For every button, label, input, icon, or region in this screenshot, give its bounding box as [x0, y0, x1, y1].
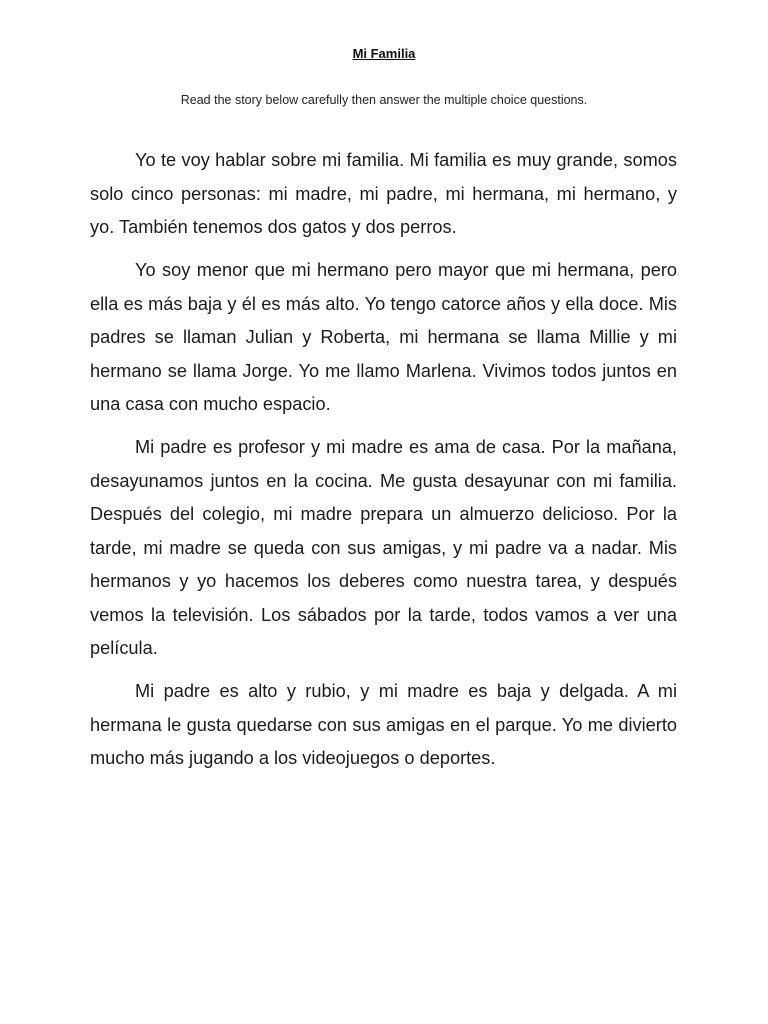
story-body [90, 144, 677, 785]
instructions-text: Read the story below carefully then answer the multiple choice questions. [180, 93, 588, 107]
story-paragraph: Yo soy menor que mi hermano pero mayor que mi hermana, pero ella es más baja y él es más alto. Yo tengo catorce años y ella doce. Mis padres se llaman Julian y Roberta, mi hermana se llama Millie y mi hermano se llama Jorge. Yo me llamo Marlena. Vivimos todos juntos en una casa con mucho espacio. [90, 260, 677, 414]
story-paragraph: Mi padre es alto y rubio, y mi madre es baja y delgada. A mi hermana le gusta quedarse con sus amigas en el parque. Yo me divierto mucho más jugando a los videojuegos o deportes. [90, 681, 677, 768]
document-title: Mi Familia [352, 46, 416, 61]
story-paragraph: Mi padre es profesor y mi madre es ama de casa. Por la mañana, desayunamos juntos en la cocina. Me gusta desayunar con mi familia. Después del colegio, mi madre prepara un almuerzo delicioso. Por la tarde, mi madre se queda con sus amigas, y mi padre va a nadar. Mis hermanos y yo hacemos los deberes como nuestra tarea, y después vemos la televisión. Los sábados por la tarde, todos vamos a ver una película. [90, 437, 677, 658]
story-paragraph: Yo te voy hablar sobre mi familia. Mi familia es muy grande, somos solo cinco personas: mi madre, mi padre, mi hermana, mi hermano, y yo. También tenemos dos gatos y dos perros. [90, 150, 677, 237]
